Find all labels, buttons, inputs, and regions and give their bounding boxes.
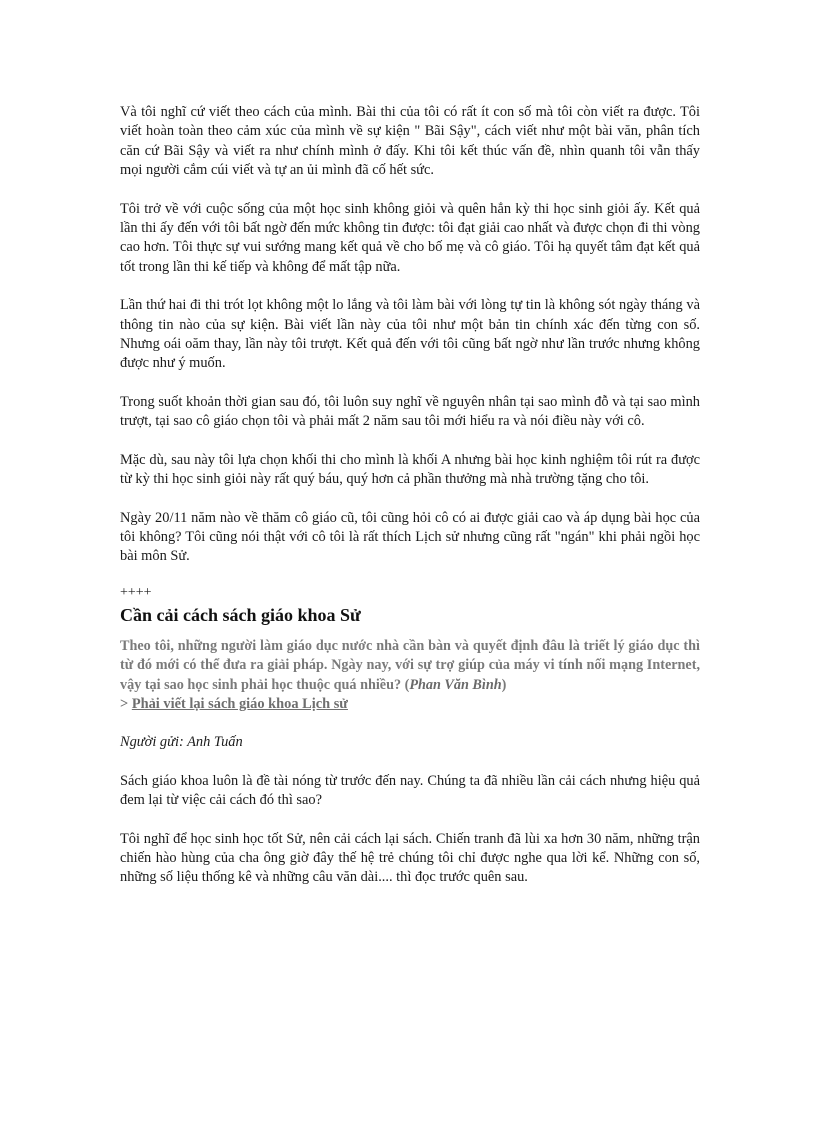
lead-author: Phan Văn Bình: [409, 676, 502, 693]
section-heading: Cần cải cách sách giáo khoa Sử: [120, 604, 361, 625]
paragraph-2: Tôi trở về với cuộc sống của một học sinh không giỏi và quên hẳn kỳ thi học sinh giỏi ấy. Kết quả lần thi ấy đến với tôi bất ngờ đến mức không tin được: tôi đạt giải cao nhất và được chọn đi thi vòng cao hơn. Tôi thực sự vui sướng mang kết quả về cho bố mẹ và cô giáo. Tôi hạ quyết tâm đạt kết quả tốt trong lần thi kế tiếp và không để mất tập nữa.: [120, 200, 700, 275]
related-article-link[interactable]: Phải viết lại sách giáo khoa Lịch sử: [131, 695, 348, 712]
paragraph-7: Sách giáo khoa luôn là đề tài nóng từ trước đến nay. Chúng ta đã nhiều lần cải cách nhưng hiệu quả đem lại từ việc cải cách đó thì sao?: [120, 772, 700, 809]
lead-summary: [120, 637, 700, 695]
paragraph-3: Lần thứ hai đi thi trót lọt không một lo lắng và tôi làm bài với lòng tự tin là không sót ngày tháng và thông tin nào của sự kiện. Bài viết lần này của tôi như một bản tin chính xác đến từng con số. Nhưng oái oăm thay, lần này tôi trượt. Kết quả đến với tôi cũng bất ngờ như lần trước nhưng không được như ý muốn.: [120, 297, 700, 372]
paragraph-4: Trong suốt khoản thời gian sau đó, tôi luôn suy nghĩ về nguyên nhân tại sao mình đỗ và tại sao mình trượt, tại sao cô giáo chọn tôi và phải mất 2 năm sau tôi mới hiểu ra và nói điều này với cô.: [120, 393, 700, 430]
paragraph-1: Và tôi nghĩ cứ viết theo cách của mình. Bài thi của tôi có rất ít con số mà tôi còn viết ra được. Tôi viết hoàn toàn theo cảm xúc của mình về sự kiện " Bãi Sậy", cách viết như một bài văn, phân tích căn cứ Bãi Sậy và viết ra như chính mình ở đấy. Khi tôi kết thúc vấn đề, nhìn quanh tôi vẫn thấy mọi người cắm cúi viết và tự an ủi mình đã cố hết sức.: [120, 104, 700, 179]
section-separator: ++++: [120, 584, 152, 600]
related-link-prefix: >: [120, 695, 132, 712]
sender-line: Người gửi: Anh Tuấn: [120, 734, 243, 751]
paragraph-8: Tôi nghĩ để học sinh học tốt Sử, nên cải cách lại sách. Chiến tranh đã lùi xa hơn 30 năm, những trận chiến hào hùng của cha ông giờ đây thế hệ trẻ chúng tôi chỉ được nghe qua lời kể. Những con số, những số liệu thống kê và những câu văn dài.... thì đọc trước quên sau.: [120, 830, 700, 886]
article-body: [120, 103, 700, 907]
related-link-line: [120, 695, 700, 714]
paragraph-5: Mặc dù, sau này tôi lựa chọn khối thi cho mình là khối A nhưng bài học kinh nghiệm tôi rút ra được từ kỳ thi học sinh giỏi này rất quý báu, quý hơn cả phần thưởng mà nhà trường tặng cho tôi.: [120, 451, 700, 488]
paragraph-6: Ngày 20/11 năm nào về thăm cô giáo cũ, tôi cũng hỏi cô có ai được giải cao và áp dụng bài học của tôi không? Tôi cũng nói thật với cô tôi là rất thích Lịch sử nhưng cũng rất "ngán" khi phải ngồi học bài môn Sử.: [120, 509, 700, 565]
lead-text: Theo tôi, những người làm giáo dục nước nhà cần bàn và quyết định đâu là triết lý giáo dục thì từ đó mới có thể đưa ra giải pháp. Ngày nay, với sự trợ giúp của máy vi tính nối mạng Internet, vậy tại sao học sinh phải học thuộc quá nhiều? (: [120, 637, 700, 693]
lead-close: ): [501, 676, 507, 693]
